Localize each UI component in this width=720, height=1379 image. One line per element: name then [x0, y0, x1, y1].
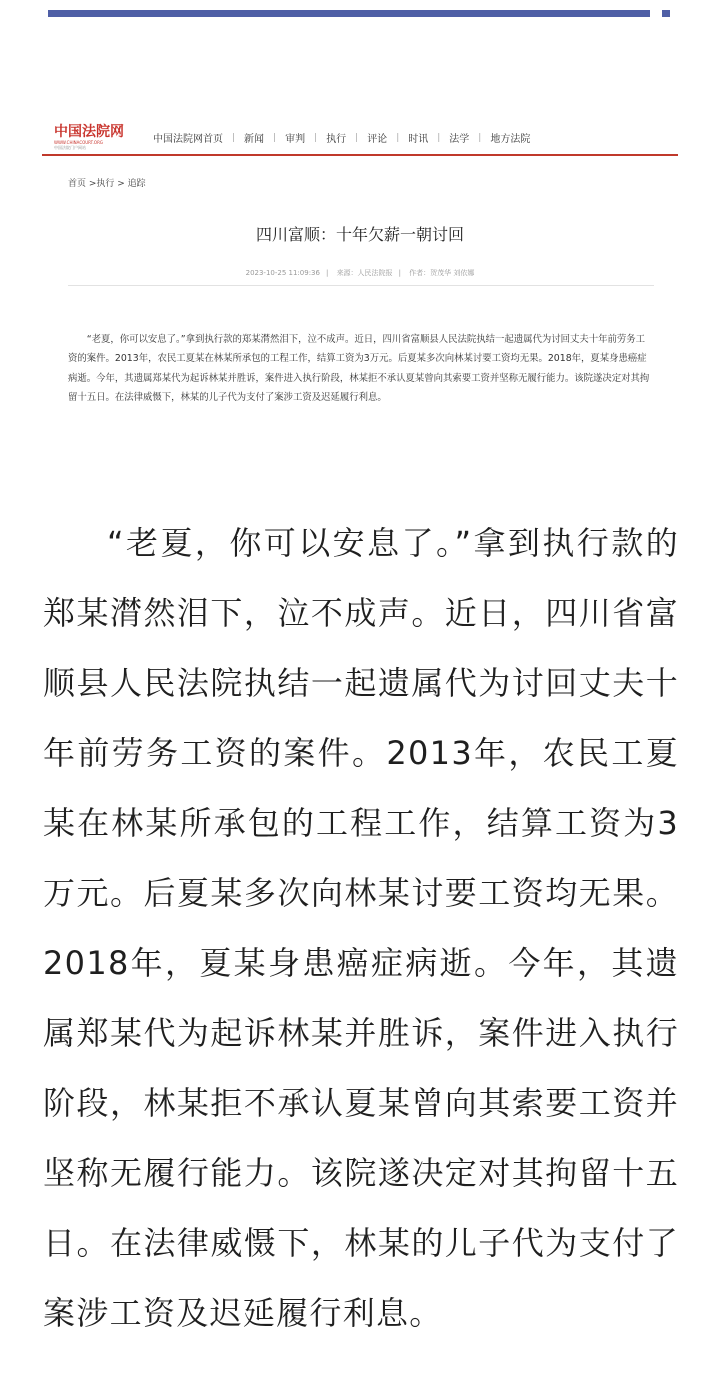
article-meta: 2023-10-25 11:09:36 | 来源：人民法院报 | 作者：贺茂华 刘依娜: [245, 269, 475, 277]
nav-current-news[interactable]: 时讯: [408, 134, 429, 145]
nav-commentary[interactable]: 评论: [367, 134, 388, 145]
nav-separator: |: [232, 132, 236, 143]
site-nav: [144, 130, 539, 145]
nav-separator: |: [314, 132, 318, 143]
logo-tagline: 中国法院门户网站: [54, 145, 86, 150]
nav-separator: |: [396, 132, 400, 143]
nav-local-courts[interactable]: 地方法院: [490, 134, 531, 145]
breadcrumb[interactable]: 首页 >执行 > 追踪: [68, 179, 146, 189]
logo-text: 中国法院网: [54, 124, 124, 140]
top-progress-bar: [48, 10, 650, 17]
nav-law-study[interactable]: 法学: [449, 134, 470, 145]
article-datetime: 2023-10-25 11:09:36: [245, 269, 320, 277]
article-author: 作者：贺茂华 刘依娜: [409, 269, 475, 277]
article-title: 四川富顺：十年欠薪一朝讨回: [255, 225, 464, 244]
nav-enforcement[interactable]: 执行: [326, 134, 347, 145]
nav-news[interactable]: 新闻: [244, 134, 265, 145]
meta-divider: [68, 285, 654, 286]
site-logo: [54, 124, 124, 158]
logo-url: WWW.CHINACOURT.ORG: [54, 140, 103, 145]
nav-divider: [42, 154, 678, 156]
nav-home[interactable]: 中国法院网首页: [153, 134, 223, 145]
nav-separator: |: [437, 132, 441, 143]
top-progress-marker: [662, 10, 670, 17]
article-body-large: “老夏，你可以安息了。”拿到执行款的郑某潸然泪下，泣不成声。近日，四川省富顺县人民法院执结一起遗属代为讨回丈夫十年前劳务工资的案件。2013年，农民工夏某在林某所承包的工程工作，结算工资为3万元。后夏某多次向林某讨要工资均无果。2018年，夏某身患癌症病逝。今年，其遗属郑某代为起诉林某并胜诉，案件进入执行阶段，林某拒不承认夏某曾向其索要工资并坚称无履行能力。该院遂决定对其拘留十五日。在法律威慑下，林某的儿子代为支付了案涉工资及迟延履行利息。: [43, 524, 679, 1332]
nav-separator: |: [478, 132, 482, 143]
nav-separator: |: [273, 132, 277, 143]
nav-separator: |: [355, 132, 359, 143]
embedded-article-screenshot: [42, 118, 678, 458]
article-body-small: “老夏，你可以安息了。”拿到执行款的郑某潸然泪下，泣不成声。近日，四川省富顺县人民法院执结一起遗属代为讨回丈夫十年前劳务工资的案件。2013年，农民工夏某在林某所承包的工程工作，结算工资为3万元。后夏某多次向林某讨要工资均无果。2018年，夏某身患癌症病逝。今年，其遗属郑某代为起诉林某并胜诉，案件进入执行阶段，林某拒不承认夏某曾向其索要工资并坚称无履行能力。该院遂决定对其拘留十五日。在法律威慑下，林某的儿子代为支付了案涉工资及迟延履行利息。: [68, 334, 650, 403]
article-source: 来源：人民法院报: [336, 269, 393, 277]
nav-trial[interactable]: 审判: [285, 134, 306, 145]
